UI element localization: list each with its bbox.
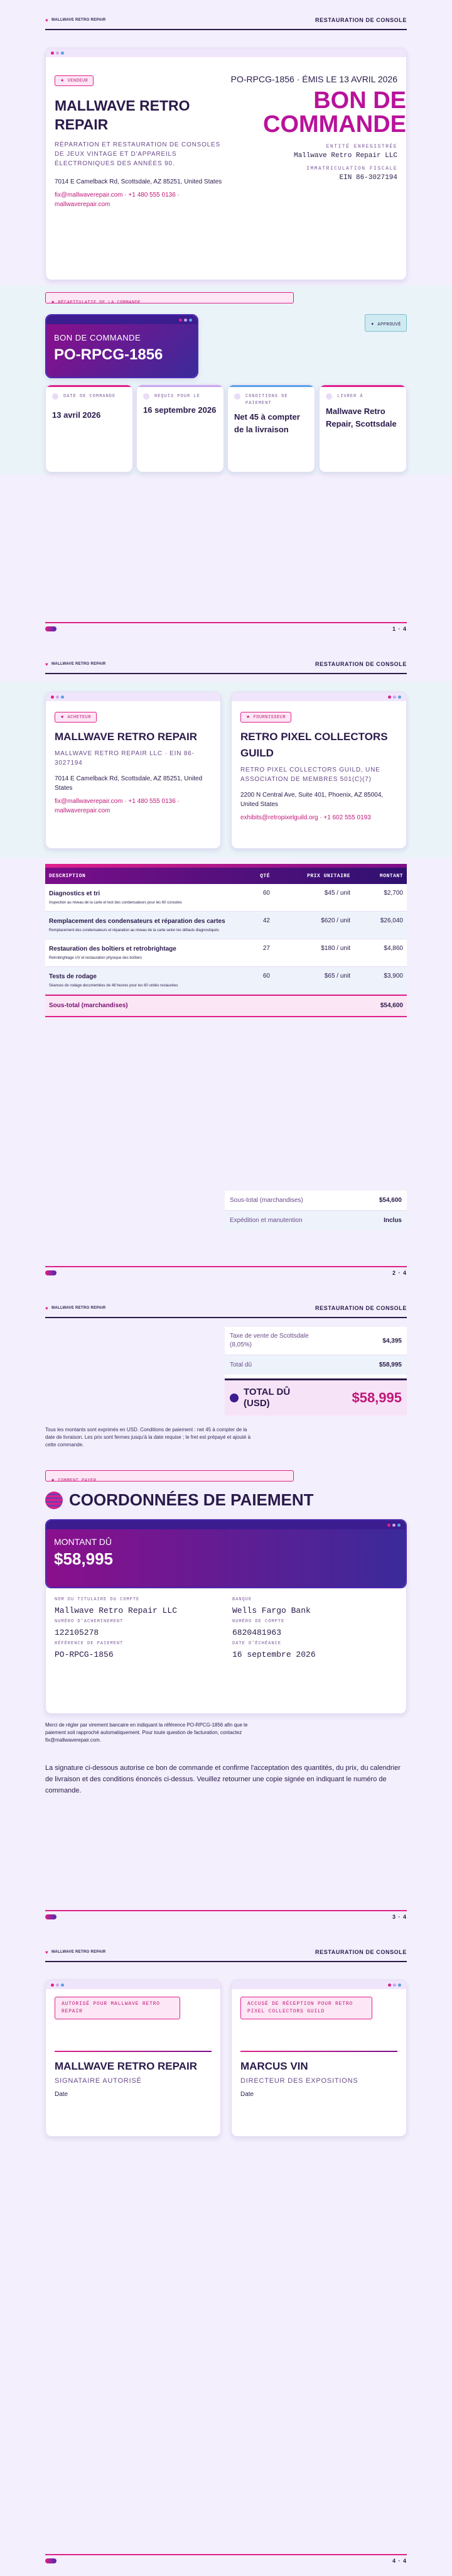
brand	[45, 18, 105, 23]
signature-card-buyer: AUTORISÉ POUR MALLWAVE RETRO REPAIR MALLWAVE RETRO REPAIR SIGNATAIRE AUTORISÉ Date	[45, 1980, 221, 2137]
supplier-name: RETRO PIXEL COLLECTORS GUILD	[240, 731, 388, 759]
page-footer: 4 · 4	[45, 2554, 407, 2563]
payment-title: COORDONNÉES DE PAIEMENT	[69, 1490, 314, 1509]
subtotal-row: Sous-total (marchandises) $54,600	[45, 995, 407, 1017]
page-1	[0, 0, 452, 644]
page-2	[0, 644, 452, 1288]
po-title: BON DE COMMANDE	[263, 87, 406, 138]
vendor-address: 7014 E Camelback Rd, Scottsdale, AZ 85251, United States	[55, 178, 222, 185]
star-icon	[230, 1394, 239, 1402]
page-4	[0, 1932, 452, 2576]
heart-icon: ♥	[45, 1949, 49, 1955]
header-card	[45, 48, 407, 280]
buyer-legal: MALLWAVE RETRO REPAIR LLC · EIN 86-3027194	[55, 750, 195, 767]
totals-block: Sous-total (marchandises) $54,600 Expédition et manutention Inclus	[225, 1191, 407, 1230]
table-row: Tests de rodage Séances de rodage documentées de 48 heures pour les 60 unités restaurées 60 $65 / unit $3,900	[45, 967, 407, 995]
tax-label: IMMATRICULATION FISCALE	[306, 166, 397, 172]
po-number: PO-RPCG-1856	[54, 346, 163, 363]
signature-card-supplier: ACCUSÉ DE RÉCEPTION POUR RETRO PIXEL COLLECTORS GUILD MARCUS VIN DIRECTEUR DES EXPOSITIONS Date	[231, 1980, 407, 2137]
brand: ♥ MALLWAVE RETRO REPAIR	[45, 1305, 106, 1311]
wire-note: Merci de régler par virement bancaire en indiquant la référence PO-RPCG-1856 afin que le paiement soit rapproché automatiquement. Pour toute question de facturation, contactez fix@mallwaverepair.com.	[45, 1722, 248, 1743]
tax-id: EIN 86-3027194	[339, 174, 397, 182]
supplier-tag: ★ FOURNISSEUR	[240, 712, 291, 723]
heart-icon: ♥	[45, 1305, 49, 1311]
buyer-contact: fix@mallwaverepair.com · +1 480 555 0136 · mallwaverepair.com	[55, 798, 180, 814]
bank-details-card: NOM DU TITULAIRE DU COMPTE Mallwave Retro Repair LLC BANQUE Wells Fargo Bank NUMÉRO D'ACHEMINEMENT 122105278 NUMÉRO DE COMPTE 6820481963 RÉFÉRENCE DE PAIEMENT PO-RPCG-1856 DATE D'ÉCHÉANCE 16 septembre 2026	[45, 1588, 407, 1714]
po-ref-date: PO-RPCG-1856 · ÉMIS LE 13 AVRIL 2026	[230, 74, 397, 84]
page-header: ♥ MALLWAVE RETRO REPAIR RESTAURATION DE CONSOLE	[45, 1299, 407, 1318]
buyer-card	[45, 692, 221, 849]
entity-label: ENTITÉ ENREGISTRÉE	[326, 144, 397, 150]
payment-title-row	[45, 1490, 314, 1510]
entity-name: Mallwave Retro Repair LLC	[293, 152, 397, 160]
grand-total: TOTAL DÛ (USD) $58,995	[225, 1378, 407, 1416]
table-row: Diagnostics et tri Inspection au niveau de la carte et test des condensateurs pour les 60 consoles 60 $45 / unit $2,700	[45, 884, 407, 912]
supplier-address: 2200 N Central Ave, Suite 401, Phoenix, AZ 85004, United States	[240, 792, 384, 808]
vendor-tagline: RÉPARATION ET RESTAURATION DE CONSOLES DE JEUX VINTAGE ET D'APPAREILS ÉLECTRONIQUES DES ANNÉES 90.	[55, 141, 220, 167]
clock-icon	[143, 393, 149, 400]
totals-block-continued: Taxe de vente de Scottsdale (8,05%) $4,395 Total dû $58,995 TOTAL DÛ (USD) $58,995	[225, 1327, 407, 1416]
buyer-tag: ★ ACHETEUR	[55, 712, 97, 723]
page-3	[0, 1288, 452, 1932]
summary-card-order-date: DATE DE COMMANDE 13 avril 2026	[45, 385, 133, 472]
window-bar	[46, 48, 406, 57]
amount-value: $58,995	[54, 1549, 113, 1568]
heart-icon: ♥	[45, 661, 49, 667]
page-footer: 1 · 4	[45, 622, 407, 631]
brand-name: MALLWAVE RETRO REPAIR	[51, 18, 106, 22]
sun-icon	[45, 1492, 63, 1509]
doc-type: RESTAURATION DE CONSOLE	[315, 17, 407, 23]
heart-icon: ♥	[45, 17, 49, 23]
supplier-card	[231, 692, 407, 849]
page-footer: 2 · 4	[45, 1266, 407, 1275]
amount-label: MONTANT DÛ	[54, 1537, 112, 1547]
terms-note: Tous les montants sont exprimés en USD. Conditions de paiement : net 45 à compter de la date de livraison. Les prix sont fermes jusqu'à la date requise ; le fret est prépayé et ajouté à cette commande.	[45, 1427, 251, 1448]
vendor-name: MALLWAVE RETRO REPAIR	[55, 97, 190, 133]
signature-note: La signature ci-dessous autorise ce bon de commande et confirme l'acceptation des quantités, du prix, du calendrier de livraison et des conditions énoncés ci-dessus. Veuillez retourner une copie signée en indiquant le numéro de commande.	[45, 1764, 401, 1794]
signature-line	[240, 2051, 397, 2052]
po-label: BON DE COMMANDE	[54, 333, 141, 342]
vendor-contact: fix@mallwaverepair.com · +1 480 555 0136 · mallwaverepair.com	[55, 192, 180, 208]
calendar-icon	[52, 393, 58, 400]
summary-card-required: REQUIS POUR LE 16 septembre 2026	[136, 385, 224, 472]
summary-tag: ★ RÉCAPITULATIF DE LA COMMANDE	[45, 292, 294, 303]
summary-card-ship-to: LIVRER À Mallwave Retro Repair, Scottsdale	[319, 385, 407, 472]
summary-card-terms: CONDITIONS DE PAIEMENT Net 45 à compter de la livraison	[227, 385, 315, 472]
page-header: ♥ MALLWAVE RETRO REPAIR RESTAURATION DE CONSOLE	[45, 655, 407, 674]
po-number-card	[45, 314, 198, 378]
page-header	[45, 11, 407, 30]
card-icon	[234, 393, 240, 400]
table-header: DESCRIPTION QTÉ PRIX UNITAIRE MONTANT	[45, 868, 407, 884]
supplier-contact: exhibits@retropixelguild.org · +1 602 555 0193	[240, 814, 371, 821]
supplier-legal: RETRO PIXEL COLLECTORS GUILD, UNE ASSOCIATION DE MEMBRES 501(C)(7)	[240, 767, 380, 783]
payment-tag: ★ COMMENT PAYER	[45, 1470, 294, 1482]
truck-icon	[326, 393, 332, 400]
page-header: ♥ MALLWAVE RETRO REPAIR RESTAURATION DE CONSOLE	[45, 1943, 407, 1962]
vendor-tag: ★ VENDEUR	[55, 75, 94, 86]
approved-badge: ✦ APPROUVÉ	[365, 314, 407, 332]
amount-due-card	[45, 1519, 407, 1588]
window-bar	[46, 315, 197, 324]
page-footer: 3 · 4	[45, 1910, 407, 1919]
brand: ♥ MALLWAVE RETRO REPAIR	[45, 661, 106, 667]
buyer-address: 7014 E Camelback Rd, Scottsdale, AZ 85251, United States	[55, 775, 203, 792]
table-row: Restauration des boîtiers et retrobrightage Retrobrightage UV et restauration physique des boîtiers 27 $180 / unit $4,860	[45, 939, 407, 967]
signature-line	[55, 2051, 212, 2052]
table-row: Remplacement des condensateurs et réparation des cartes Remplacement des condensateurs et réparation au niveau de la carte selon les défauts diagnostiqués 42 $620 / unit $26,040	[45, 912, 407, 939]
line-items-table	[45, 864, 407, 1017]
buyer-name: MALLWAVE RETRO REPAIR	[55, 731, 197, 743]
brand: ♥ MALLWAVE RETRO REPAIR	[45, 1949, 106, 1955]
